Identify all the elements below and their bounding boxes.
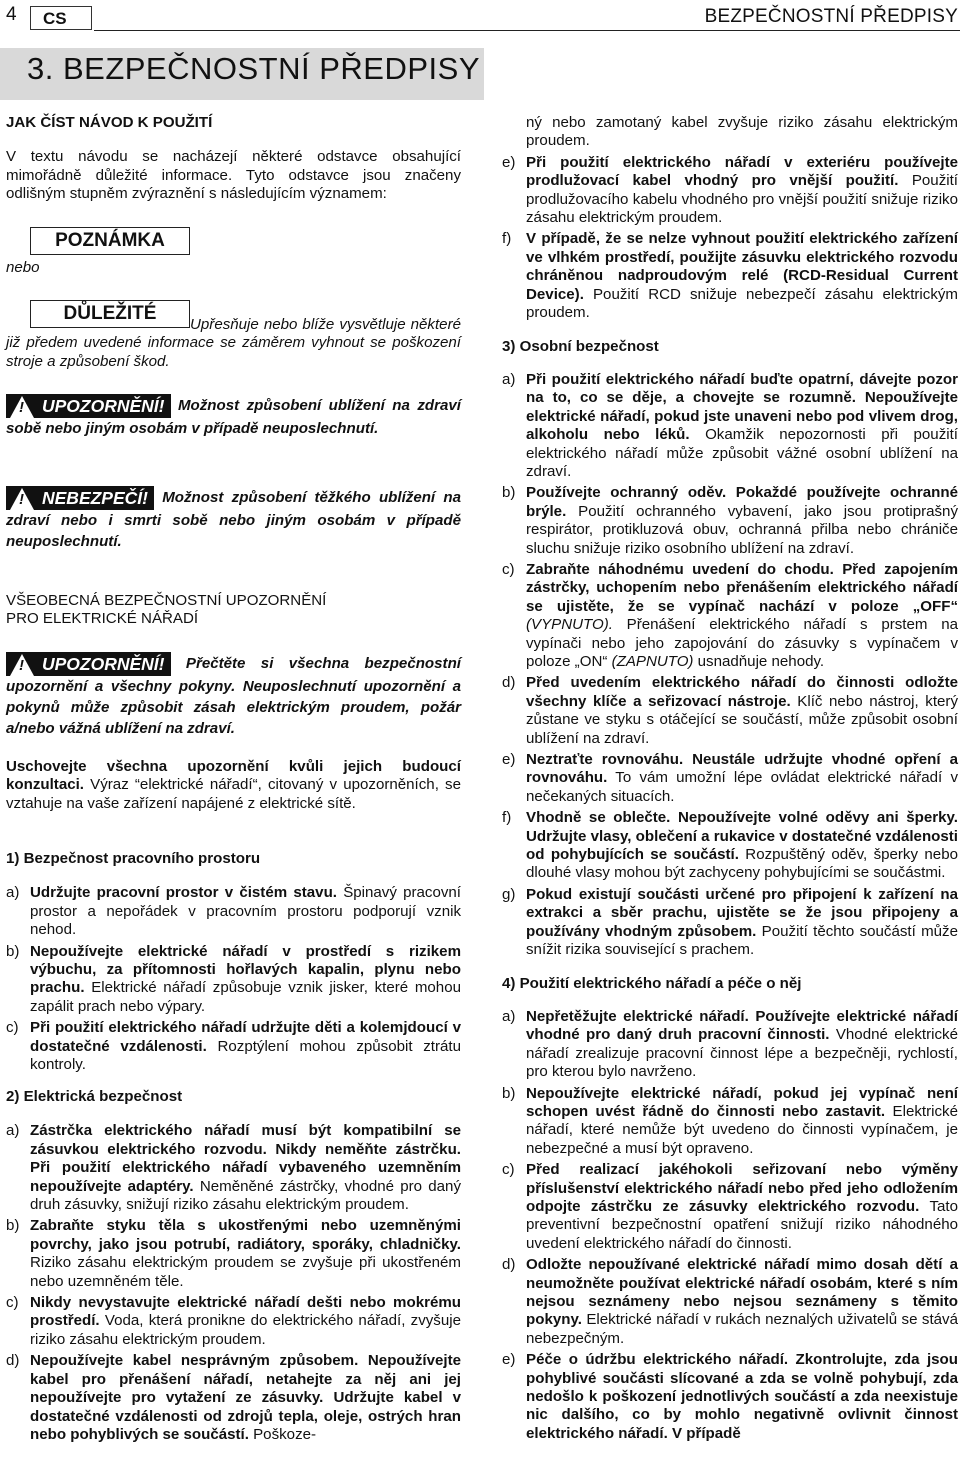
list-item: a) Udržujte pracovní prostor v čistém stavu. Špinavý pracovní prostor a nepořádek v pracovním prostoru podporují vznik nehod.	[6, 884, 461, 939]
list-item: e) Péče o údržbu elektrického nářadí. Zkontrolujte, zda jsou pohyblivé součásti slícované a zda se volně pohybují, zda nedošlo k poškození jednotlivých součástí a zda neexistuje nic dalšího, co by mohlo negativně ovlivnit činnost elektrického nářadí. V případě	[502, 1351, 958, 1442]
list-item: a) Nepřetěžujte elektrické nářadí. Používejte elektrické nářadí vhodné pro daný druh pracovní činnosti. Vhodné elektrické nářadí zrealizuje pracovní činnost lépe a bezpečněji, rychlostí, pro kterou bylo navrženo.	[502, 1007, 958, 1081]
general-heading-line2: PRO ELEKTRICKÉ NÁŘADÍ	[6, 610, 199, 628]
keep-rest: Výraz “elektrické nářadí“, citovaný v upozorněních, se vztahuje na vaše zařízení napájené z elektrické sítě.	[6, 776, 461, 812]
list-item: c) Zabraňte náhodnému uvedení do chodu. Před zapojením zástrčky, uchopením nebo přenášením elektrického nářadí se ujistěte, že se vypínač nachází v poloze „OFF“ (VYPNUTO). Přenášení elektrického nářadí s prstem na vypínači nebo jeho zapojování do zásuvky s vypínačem v poloze „ON“ (ZAPNUTO) usnadňuje nehody.	[502, 560, 958, 670]
warning-icon-2: !	[10, 654, 34, 676]
list-item: d) Před uvedením elektrického nářadí do činnosti odložte všechny klíče a seřizovací nástroje. Klíč nebo nástroj, který zůstane ve styku s otáčející se součástí, může způsobit osobní ublížení na zdraví.	[502, 674, 958, 747]
list-item-continued: ný nebo zamotaný kabel zvyšuje riziko zásahu elektrickým proudem.	[526, 114, 958, 150]
list-item: g) Pokud existují součásti určené pro připojení k zařízení na extrakci a sběr prachu, ujistěte se že jsou připojeny a používány vhodným způsobem. Použití těchto součástí může snížit rizika související s prachem.	[502, 885, 959, 959]
list-item: b) Zabraňte styku těla s ukostřenými nebo uzemněnými povrchy, jako jsou potrubí, radiátory, sporáky, chladničky. Riziko zásahu elektrickým proudem se zvyšuje při ukostřeném nebo uzemněném těle.	[6, 1217, 461, 1290]
keep-instructions	[6, 758, 461, 813]
general-heading-line1: VŠEOBECNÁ BEZPEČNOSTNÍ UPOZORNĚNÍ	[6, 592, 327, 609]
section-2-title: 2) Elektrická bezpečnost	[6, 1088, 183, 1105]
danger-label-text: NEBEZPEČÍ!	[42, 488, 148, 508]
section-3-title: 3) Osobní bezpečnost	[502, 338, 659, 356]
list-item: f) Vhodně se oblečte. Nepoužívejte volné oděvy ani šperky. Udržujte vlasy, oblečení a rukavice v dostatečné vzdálenosti od pohybujících se součástí. Rozpuštěný oděv, šperky nebo dlouhé vlasy mohou být zachyceny pohybujícími se součástmi.	[502, 809, 958, 882]
list-item: a) Zástrčka elektrického nářadí musí být kompatibilní se zásuvkou elektrického rozvodu. Nikdy neměňte zástrčku. Při použití elektrického nářadí vybaveného uzemněním nepoužívejte adaptéry. Neměněné zástrčky, vhodné pro daný druh zásuvky, snižují riziko zásahu elektrickým proudem.	[6, 1122, 461, 1214]
list-item: e) Neztraťte rovnováhu. Neustále udržujte vhodné opření a rovnováhu. To vám umožní lépe ovládat elektrické nářadí v nečekaných situacích.	[502, 751, 958, 805]
danger-icon: !	[10, 488, 34, 510]
header-rule	[94, 30, 960, 31]
list-item: b) Používejte ochranný oděv. Pokaždé používejte ochranné brýle. Použití ochranného vybavení, jako jsou protiprašný respirátor, protikluzová obuv, ochranná přilba nebo chrániče sluchu snižuje riziko osobního ublížení na zdraví.	[502, 484, 958, 557]
chapter-banner	[0, 48, 484, 100]
list-item: a) Při použití elektrického nářadí buďte opatrní, dávejte pozor na to, co se děje, a chovejte se rozumně. Nepoužívejte elektrické nářadí, pokud jste unaveni nebo pod vlivem drog, alkoholu nebo léků. Okamžik nepozornosti při použití elektrického nářadí může způsobit vážné osobní ublížení na zdraví.	[502, 370, 958, 480]
list-item: e) Při použití elektrického nářadí v exteriéru používejte prodlužovací kabel vhodný pro vnější použití. Použití prodlužovacího kabelu vhodného pro vnější použití snižuje riziko zásahu elektrickým proudem.	[502, 153, 958, 227]
section-2	[6, 1088, 461, 1444]
nebo-label: nebo	[6, 259, 40, 276]
right-column	[502, 114, 958, 1443]
upozorneni2-block	[6, 652, 461, 739]
list-item: d) Nepoužívejte kabel nesprávným způsobem. Nepoužívejte kabel pro přenášení nářadí, netahejte za něj ani jej nepoužívejte pro vytažení ze zásuvky. Udržujte kabel v dostatečné vzdálenosti od zdrojů tepla, oleje, ostrých hran nebo pohyblivých se součástí. Poškoze-	[6, 1352, 461, 1443]
general-heading	[6, 592, 461, 629]
list-item: c) Při použití elektrického nářadí udržujte děti a kolemjdoucí v dostatečné vzdálenosti. Rozptýlení mohou způsobit ztrátu kontroly.	[6, 1019, 461, 1074]
list-item: b) Nepoužívejte elektrické nářadí, pokud jej vypínač není schopen uvést řádně do činnosti nebo zastavit. Elektrické nářadí, které nemůže být uvedeno do činnosti vypínačem, je nebezpečné a musí být opraveno.	[502, 1084, 958, 1157]
list-item: d) Odložte nepoužívané elektrické nářadí mimo dosah dětí a neumožněte používat elektrické nářadí osobám, které s ním nejsou seznámeny nebo nejsou seznámeny s těmito pokyny. Elektrické nářadí v rukách neznalých uživatelů se stává nebezpečným.	[502, 1256, 958, 1347]
upozorneni-block	[6, 394, 461, 439]
left-column	[6, 114, 461, 204]
nebezpeci-text: Možnost způsobení těžkého ublížení na zdraví nebo i smrti sobě nebo jiným osobám v případě neuposlechnutí.	[6, 488, 461, 550]
dulezite-text: Upřesňuje nebo blíže vysvětluje některé již předem uvedené informace se záměrem vyhnout se poškození stroje a způsobení škod.	[6, 316, 461, 370]
chapter-title: 3. BEZPEČNOSTNÍ PŘEDPISY	[27, 51, 480, 86]
section-1-title: 1) Bezpečnost pracovního prostoru	[6, 850, 261, 867]
upozorneni2-text: Přečtěte si všechna bezpečnostní upozornění a všechny pokyny. Neuposlechnutí upozornění a pokynů může způsobit zásah elektrickým proudem, požár a/nebo vážná ublížení na zdraví.	[6, 654, 461, 737]
keep-bold: Uschovejte všechna upozornění kvůli jejich budoucí konzultaci.	[6, 758, 461, 794]
page-number: 4	[6, 4, 17, 25]
warning-icon: !	[10, 396, 34, 418]
warning-label-2	[6, 652, 171, 676]
danger-label	[6, 486, 154, 510]
list-item: c) Před realizací jakéhokoli seřizovaní nebo výměny příslušenství elektrického nářadí nebo před jeho odložením odpojte zástrčku ze zásuvky elektrického rozvodu. Tato preventivní bezpečnostní opatření snižují riziko náhodného uvedení elektrického nářadí do činnosti.	[502, 1161, 959, 1252]
upozorneni-text: Možnost způsobení ublížení na zdraví sobě nebo jiným osobám v případě neuposlechnutí.	[6, 396, 461, 437]
dulezite-box: DŮLEŽITÉ	[30, 300, 190, 328]
language-badge: CS	[30, 6, 92, 30]
warning-label-text: UPOZORNĚNÍ!	[42, 396, 165, 416]
nebezpeci-block	[6, 486, 461, 552]
section-1	[6, 850, 461, 1074]
list-item: c) Nikdy nevystavujte elektrické nářadí dešti nebo mokrému prostředí. Voda, která pronikne do elektrického nářadí, zvyšuje riziko zásahu elektrickým proudem.	[6, 1294, 461, 1348]
intro-text: V textu návodu se nacházejí některé odstavce obsahující mimořádně důležité informace. Tyto odstavce jsou značeny odlišným stupněm zvýraznění s následujícím významem:	[6, 148, 461, 203]
section-4-title: 4) Použití elektrického nářadí a péče o něj	[502, 975, 802, 993]
how-to-read-heading: JAK ČÍST NÁVOD K POUŽITÍ	[6, 114, 213, 131]
poznamka-box: POZNÁMKA	[30, 227, 190, 255]
warning-label	[6, 394, 171, 418]
list-item: f) V případě, že se nelze vyhnout použití elektrického zařízení ve vlhkém prostředí, použijte zásuvku elektrického rozvodu chráněnou nadproudovým relé (RCD-Residual Current Device). Použití RCD snižuje nebezpečí zásahu elektrickým proudem.	[502, 230, 958, 322]
list-item: b) Nepoužívejte elektrické nářadí v prostředí s rizikem výbuchu, za přítomnosti hořlavých kapalin, plynu nebo prachu. Elektrické nářadí způsobuje vznik jisker, které mohou zapálit prach nebo výpary.	[6, 942, 461, 1015]
running-title: BEZPEČNOSTNÍ PŘEDPISY	[704, 6, 958, 27]
warning-label-2-text: UPOZORNĚNÍ!	[42, 654, 165, 674]
